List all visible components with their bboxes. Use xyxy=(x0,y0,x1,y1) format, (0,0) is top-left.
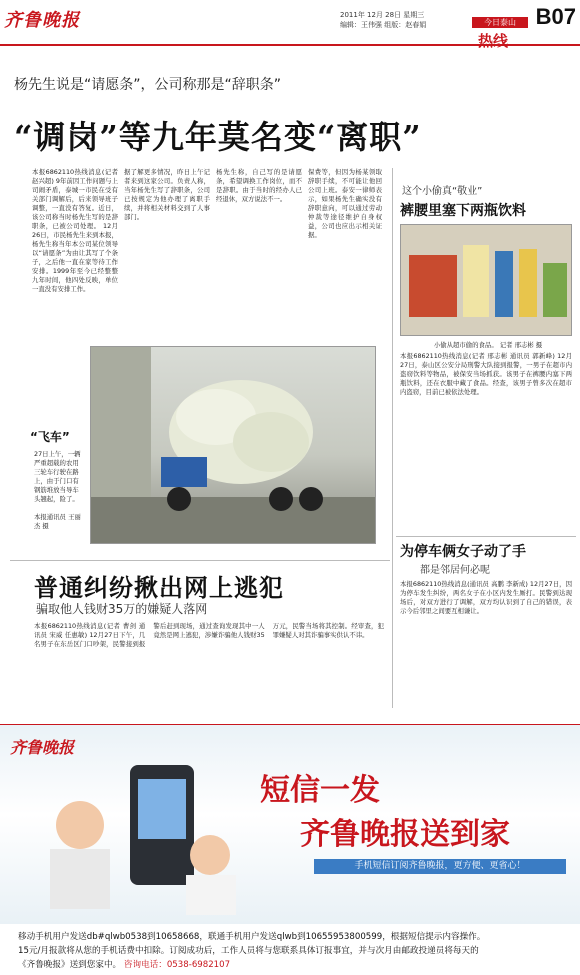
truck-photo xyxy=(90,346,376,544)
advert-title-line1: 短信一发 xyxy=(260,773,380,808)
stolen-goods-photo xyxy=(400,224,572,336)
advert-footer-line1: 移动手机用户发送db#qlwb0538到10658668，联通手机用户发送qlwb到10655953800599，根据短信提示内容操作。 xyxy=(18,932,486,942)
right-story1-photo-caption: 小偷从超市偷的食品。 记者 邢志彬 摄 xyxy=(433,341,543,349)
truck-illustration xyxy=(91,347,376,544)
story2-divider xyxy=(10,560,390,561)
right-story2-title: 为停车俩女子动了手 xyxy=(400,544,526,560)
date-line: 2011年 12月 28日 星期三 xyxy=(340,11,425,19)
newspaper-logo: 齐鲁晚报 xyxy=(4,10,80,31)
lead-column-2: 据了解更多情况，昨日上午记者来到这家公司。负责人称，当年杨先生写了辞职条，公司已按规定为他办理了离职手续，并将相关材料交到了人事部门。 xyxy=(124,168,210,221)
right-story2-subtitle: 都是邻居何必呢 xyxy=(420,565,490,576)
lead-column-1 xyxy=(32,168,118,340)
sms-subscription-advert xyxy=(0,724,580,924)
story2-headline: 普通纠纷揪出网上逃犯 xyxy=(34,573,284,602)
lead-column-1b-text: 12月26日，市民杨先生来到本报，杨先生称当年本公司某位领导以“请愿条”为由让其写了个条子，之后他一直在家等待工作安排。1999年至今已经整整九年时间，他四处反映，单位一直没有安排工作。 xyxy=(32,222,118,293)
page-header xyxy=(0,0,580,50)
advert-people-illustration xyxy=(10,745,260,924)
photo-feature-credit: 本报通讯员 王丽杰 摄 xyxy=(34,513,81,530)
photo-feature-caption xyxy=(34,450,84,531)
advert-footer-line3 xyxy=(18,958,230,970)
story2-body: 本报6862110热线消息(记者 曹剑 通讯员 宋威 任惠敏) 12月27日下午，几名男子在东岳区门口吵架，民警接到报警后赶到现场，通过查询发现其中一人竟然是网上逃犯，涉嫌诈骗他人钱财35万元，民警当场将其控制。经审查，犯罪嫌疑人对其诈骗事实供认不讳。 xyxy=(34,622,384,648)
editor-line: 编辑：王伟强 组版：赵春娟 xyxy=(340,21,427,29)
right-story1-kicker: 这个小偷真“敬业” xyxy=(402,186,483,197)
right-story2-body: 本报6862110热线消息(通讯员 高鹏 李新成) 12月27日，因为停车发生纠纷，两名女子在小区内发生厮打。民警到达现场后，对双方进行了调解，双方均认识到了自己的错误，表示今后邻里之间要互相谦让。 xyxy=(400,580,572,615)
lead-column-4: 保费等，但因为杨某领取辞职手续，不可能让他回公司上班。泰安一律师表示，如果杨先生确实没有辞职意向，可以通过劳动仲裁等途径维护自身权益，公司也应出示相关证据。 xyxy=(308,168,382,239)
lead-headline: “调岗”等九年莫名变“离职” xyxy=(14,118,422,156)
advert-footer-line3-text: 《齐鲁晚报》送到您家中。 xyxy=(18,960,122,970)
lead-column-3: 杨先生称，自己写的是请愿条，希望调换工作岗位，而不是辞职。由于当时的经办人已经退休，双方说法不一。 xyxy=(216,168,302,203)
photo-feature-caption-text: 27日上午，一辆严重超载的农用三轮车行驶在路上，由于门口有钢筋堆放当导车头翘起，险了。 xyxy=(34,450,81,503)
right-story-divider xyxy=(396,536,576,537)
advert-hotline: 咨询电话：0538-6982107 xyxy=(123,960,231,970)
story2-subtitle: 骗取他人钱财35万的嫌疑人落网 xyxy=(36,602,208,616)
advert-title-line2: 齐鲁晚报送到家 xyxy=(300,817,510,852)
advert-logo: 齐鲁晚报 xyxy=(10,738,75,757)
section-name: 热线 xyxy=(478,32,509,50)
advert-footer xyxy=(0,926,580,975)
advert-footer-line2: 15元/月报款将从您的手机话费中扣除。订阅成功后，工作人员将与您联系具体订报事宜，并与次月由邮政投递员将每天的 xyxy=(18,946,479,956)
advert-slogan: 手机短信订阅齐鲁晚报，更方便、更省心！ xyxy=(314,859,566,874)
section-tag: 今日泰山 xyxy=(472,17,528,28)
stolen-goods-illustration xyxy=(401,225,572,336)
lead-kicker: 杨先生说是“请愿条”，公司称那是“辞职条” xyxy=(14,77,282,93)
page-number: B07 xyxy=(535,4,576,29)
lead-column-1-text: 本报6862110热线消息(记者 赵兴超) 9年前因工作问题与上司闹矛盾，泰城一市民在受有关部门调解后，后来领导班子调整，一直没有答复。近日，该公司称当时杨先生写的是辞职条，已被公司处理。 xyxy=(32,168,118,230)
photo-feature-title: “飞车” xyxy=(30,430,70,444)
column-divider xyxy=(392,168,393,708)
right-story1-body: 本报6862110热线消息(记者 邢志彬 通讯员 郭新峰) 12月27日，泰山区公安分局刑警大队接到报警，一男子在超市内盗窃饮料等物品，被保安当场抓获。该男子在裤腰内塞下两瓶饮料，还在衣服中藏了食品。经查，该男子曾多次在超市内盗窃，目前已被依法处理。 xyxy=(400,352,572,396)
right-story1-title: 裤腰里塞下两瓶饮料 xyxy=(400,203,526,219)
